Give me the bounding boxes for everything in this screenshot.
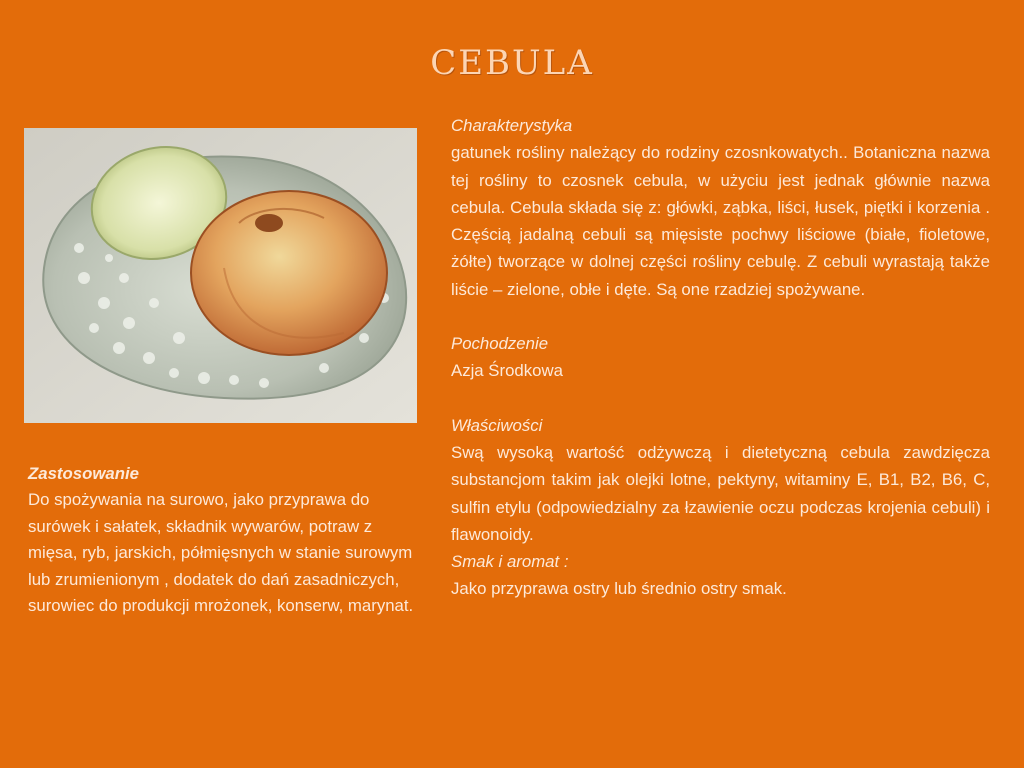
slide-title: cebula (430, 30, 594, 86)
usage-heading: Zastosowanie (28, 464, 139, 483)
onion-photo (24, 128, 417, 423)
origin-heading: Pochodzenie (451, 334, 549, 354)
taste-body: Jako przyprawa ostry lub średnio ostry smak. (451, 579, 787, 599)
properties-body: Swą wysoką wartość odżywczą i dietetyczną cebula zawdzięcza substancjom takim jak olejki lotne, pektyny, witaminy E, B1, B2, B6, C, sulfin etylu (odpowiedzialny za łzawienie oczu podczas krojenia cebuli) i flawonoidy. (451, 442, 990, 544)
onion-photo-icon (24, 128, 417, 423)
usage-body: Do spożywania na surowo, jako przyprawa do surówek i sałatek, składnik wywarów, potraw z mięsa, ryb, jarskich, półmięsnych w stanie surowym lub zrumienionym , dodatek do dań zasadniczych, surowiec do produkcji mrożonek, konserw, marynat. (28, 490, 414, 616)
characteristics-heading: Charakterystyka (451, 116, 573, 135)
origin-body: Azja Środkowa (451, 361, 563, 381)
characteristics-body: gatunek rośliny należący do rodziny czosnkowatych.. Botaniczna nazwa tej rośliny to czosnek cebula, w użyciu jest jednak głównie nazwa cebula. Cebula składa się z: główki, ząbka, liści, łusek, piętki i korzenia . Częścią jadalną cebuli są mięsiste pochwy liściowe (białe, fioletowe, żółte) tworzące w dolnej części rośliny cebulę. Z cebuli wyrastają także liście – zielone, obłe i dęte. Są one rzadziej spożywane. (451, 143, 990, 299)
properties-heading: Właściwości (451, 415, 543, 435)
usage-section (28, 461, 414, 619)
description-section (451, 112, 990, 603)
taste-heading: Smak i aromat : (451, 552, 569, 572)
